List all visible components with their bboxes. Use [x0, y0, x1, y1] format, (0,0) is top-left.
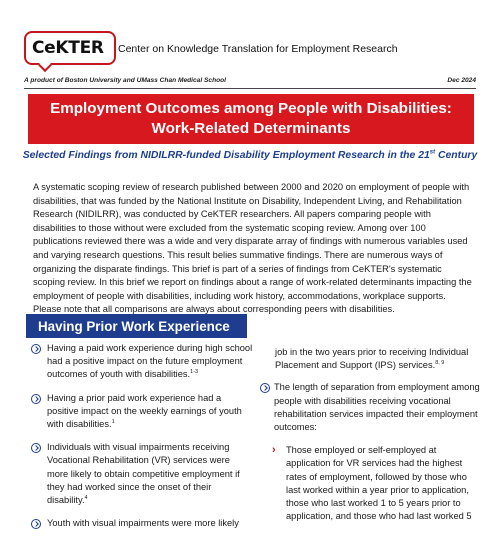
bullet-text: Individuals with visual impairments receiving Vocational Rehabilitation (VR) services were more likely to obtain competitive employment if they had worked since the onset of their disability.: [47, 442, 240, 506]
continued-text-body: job in the two years prior to receiving Individual Placement and Support (IPS) services.: [275, 347, 469, 371]
reference: 1-3: [190, 369, 199, 376]
sub-bullet-text: Those employed or self-employed at application for VR services had the highest rates of employment, followed by those who last worked within a year prior to application, those who last worked 1 to 5 years prior to application, and those who had last worked 5: [286, 445, 472, 522]
header: [24, 30, 116, 66]
check-circle-icon: [31, 394, 41, 404]
list-item: [31, 441, 253, 507]
continued-text: [260, 346, 482, 372]
check-circle-icon: [31, 443, 41, 453]
left-column: [31, 342, 253, 540]
reference: 1: [111, 418, 115, 425]
center-name: Center on Knowledge Translation for Employment Research: [118, 43, 398, 55]
title-line-1: Employment Outcomes among People with Disabilities:: [50, 100, 452, 117]
intro-paragraph: A systematic scoping review of research published between 2000 and 2020 on employment of people with disabilities, that was funded by the National Institute on Disability, Independent Living, and Rehabilitation Research (NIDILRR), was conducted by CeKTER researchers. All papers comparing people with disabilities to those without were excluded from the systematic scoping review. Among over 100 publications reviewed there was a wide and very disparate array of findings with numerous variables used and varying research questions. This result belies summative findings. There are numerous ways of organizing the disparate findings. This brief is part of a series of findings from CeKTER's systematic scoping review. In this brief we report on findings about a range of work-related determinants impacting the employment of people with disabilities, including work history, accommodations, workplace supports. Please note that all comparisons are always about corresponding peers with disabilities.: [33, 182, 472, 315]
header-divider: [24, 88, 476, 89]
reference: 4: [84, 494, 88, 501]
bullet-text: Having a paid work experience during high school had a positive impact on the future employment outcomes of youth with disabilities.: [47, 343, 253, 380]
logo-text: CeKTER: [32, 38, 104, 58]
check-circle-icon: [260, 383, 270, 393]
title-line-2: Work-Related Determinants: [151, 120, 351, 137]
bullet-text: Having a prior paid work experience had a positive impact on the weekly earnings of youth with disabilities.: [47, 392, 242, 430]
product-line: A product of Boston University and UMass Chan Medical School: [24, 77, 226, 84]
right-column: [260, 346, 482, 523]
subtitle-sup: st: [429, 149, 436, 156]
logo-speech-notch: [38, 58, 52, 72]
check-circle-icon: [31, 344, 41, 354]
bullet-text: The length of separation from employment among people with disabilities receiving vocational rehabilitation services impacted their employment outcomes:: [274, 382, 480, 433]
section-banner: [26, 314, 247, 338]
list-item: [31, 392, 253, 432]
reference: 8, 9: [435, 360, 445, 367]
chevron-right-icon: ›: [272, 444, 276, 457]
section-title: Having Prior Work Experience: [38, 318, 230, 334]
sub-list-item: [260, 444, 482, 523]
publication-date: Dec 2024: [447, 77, 476, 84]
list-item: [31, 517, 253, 530]
title-banner: [28, 94, 474, 144]
bullet-text: Youth with visual impairments were more likely: [47, 518, 239, 529]
check-circle-icon: [31, 519, 41, 529]
list-item: [260, 381, 482, 434]
subtitle-tail: Century: [435, 150, 478, 161]
list-item: [31, 342, 253, 382]
subtitle: [0, 150, 500, 161]
cekter-logo: [24, 31, 116, 65]
subtitle-text: Selected Findings from NIDILRR-funded Disability Employment Research in the 21: [22, 150, 430, 161]
